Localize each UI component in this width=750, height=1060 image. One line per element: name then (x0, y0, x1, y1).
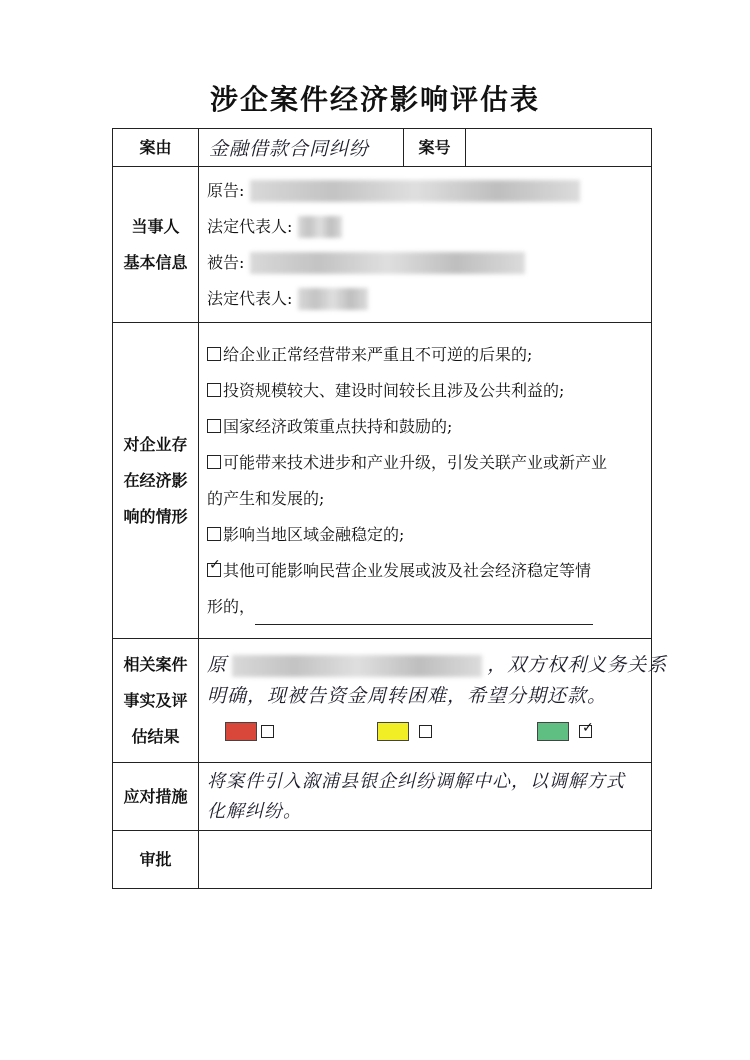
measures-cell[interactable] (199, 763, 652, 831)
facts-redaction (232, 655, 482, 677)
facts-label-line2: 事实及评 (123, 690, 188, 710)
defendant-line (199, 245, 651, 281)
defendant-label: 被告: (207, 252, 245, 272)
facts-label-line1: 相关案件 (123, 654, 188, 674)
facts-line1-end: ，双方权利义务关系 (487, 653, 668, 676)
parties-row (113, 167, 652, 323)
measures-label: 应对措施 (113, 763, 199, 831)
case-cause-row (113, 129, 652, 167)
plaintiff-rep-label: 法定代表人: (207, 216, 293, 236)
impact-option-6-continuation-text: 形的， (207, 596, 256, 616)
facts-label (113, 639, 199, 763)
impact-option-1-text: 给企业正常经营带来严重且不可逆的后果的; (223, 344, 533, 364)
impact-option-3-text: 国家经济政策重点扶持和鼓励的; (223, 416, 453, 436)
checked-checkbox-icon[interactable] (207, 556, 221, 577)
checkbox-icon[interactable] (207, 527, 221, 541)
other-situation-blank[interactable] (255, 604, 593, 625)
plaintiff-redaction (250, 180, 580, 202)
impact-label-line1: 对企业存 (123, 434, 188, 454)
impact-option-3[interactable] (199, 409, 651, 445)
facts-line1-start: 原 (207, 653, 228, 676)
approval-cell[interactable] (199, 831, 652, 889)
red-rating-checkbox-icon[interactable] (261, 725, 274, 738)
green-rating-swatch (537, 722, 569, 741)
facts-handwriting-line2 (199, 680, 651, 712)
impact-label (113, 323, 199, 639)
checkbox-icon[interactable] (207, 419, 221, 433)
impact-option-2-text: 投资规模较大、建设时间较长且涉及公共利益的; (223, 380, 565, 400)
page-title: 涉企案件经济影响评估表 (209, 83, 540, 116)
impact-option-6-continuation (199, 589, 651, 625)
facts-row (113, 639, 652, 763)
parties-label (113, 167, 199, 323)
impact-row (113, 323, 652, 639)
check-mark-icon: ✓ (582, 719, 594, 736)
approval-row (113, 831, 652, 889)
defendant-rep-redaction (298, 288, 368, 310)
parties-label-line1: 当事人 (131, 216, 180, 236)
checkbox-icon[interactable] (207, 383, 221, 397)
defendant-redaction (250, 252, 525, 274)
defendant-rep-line (199, 281, 651, 317)
parties-label-line2: 基本信息 (123, 252, 188, 272)
yellow-rating-checkbox-icon[interactable] (419, 725, 432, 738)
case-cause-cell[interactable] (199, 129, 404, 167)
facts-line2: 明确，现被告资金周转困难，希望分期还款。 (207, 684, 608, 707)
checkbox-icon[interactable] (207, 347, 221, 361)
green-rating-checkbox-icon[interactable] (579, 719, 594, 738)
checkbox-icon[interactable] (207, 455, 221, 469)
check-mark-icon: ✓ (209, 556, 221, 573)
yellow-rating-swatch (377, 722, 409, 741)
impact-options-cell (199, 323, 652, 639)
parties-cell[interactable] (199, 167, 652, 323)
approval-label: 审批 (113, 831, 199, 889)
impact-option-1[interactable] (199, 337, 651, 373)
plaintiff-label: 原告: (207, 180, 245, 200)
impact-label-line2: 在经济影 (123, 470, 188, 490)
facts-cell[interactable] (199, 639, 668, 763)
case-cause-value: 金融借款合同纠纷 (209, 138, 370, 160)
defendant-rep-label: 法定代表人: (207, 288, 293, 308)
impact-option-4[interactable] (199, 445, 651, 481)
measures-line1: 将案件引入溆浦县银企纠纷调解中心，以调解方式 (207, 770, 625, 792)
impact-option-6-text: 其他可能影响民营企业发展或波及社会经济稳定等情 (223, 560, 592, 580)
case-cause-label: 案由 (113, 129, 199, 167)
evaluation-form (112, 128, 668, 889)
measures-row (113, 763, 652, 831)
red-rating-swatch (225, 722, 257, 741)
measures-line2: 化解纠纷。 (207, 800, 302, 822)
case-number-cell[interactable] (466, 129, 652, 167)
plaintiff-line (199, 173, 651, 209)
impact-option-4-text: 可能带来技术进步和产业升级，引发关联产业或新产业 (223, 452, 608, 472)
impact-option-5[interactable] (199, 517, 651, 553)
plaintiff-rep-redaction (298, 216, 342, 238)
plaintiff-rep-line (199, 209, 651, 245)
impact-label-line3: 响的情形 (123, 506, 188, 526)
facts-label-line3: 估结果 (131, 726, 180, 746)
impact-option-2[interactable] (199, 373, 651, 409)
case-number-label: 案号 (404, 129, 466, 167)
facts-handwriting-line1 (199, 650, 668, 680)
impact-option-5-text: 影响当地区域金融稳定的; (223, 524, 405, 544)
impact-option-4-continuation: 的产生和发展的; (207, 488, 325, 508)
rating-row (199, 712, 651, 752)
impact-option-6[interactable] (199, 553, 651, 589)
